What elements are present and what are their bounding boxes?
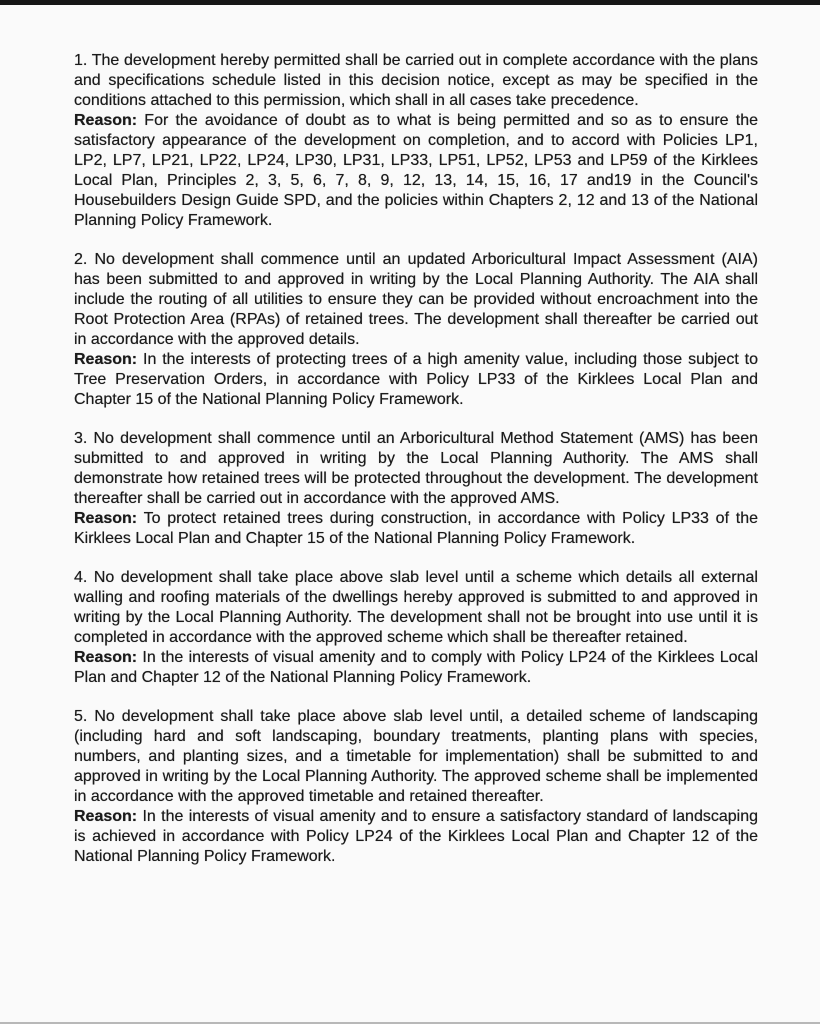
condition-4-block xyxy=(74,568,758,688)
condition-4-text xyxy=(74,568,758,648)
scan-edge-top xyxy=(0,0,820,5)
condition-5-body: No development shall take place above slab level until, a detailed scheme of landscaping (including hard and soft landscaping, boundary treatments, planting plans with species, numbers, and planting sizes, and a timetable for implementation) shall be submitted to and approved in writing by the Local Planning Authority. The approved scheme shall be implemented in accordance with the approved timetable and retained thereafter. xyxy=(74,708,758,805)
condition-5-text xyxy=(74,707,758,807)
condition-3-reason xyxy=(74,509,758,549)
condition-1-text xyxy=(74,51,758,111)
condition-5-block xyxy=(74,707,758,867)
condition-4-reason xyxy=(74,648,758,688)
condition-2-text xyxy=(74,250,758,350)
condition-1-body: The development hereby permitted shall be carried out in complete accordance with the plans and specifications schedule listed in this decision notice, except as may be specified in the conditions attached to this permission, which shall in all cases take precedence. xyxy=(74,52,759,109)
reason-label: Reason: xyxy=(74,808,138,825)
condition-3-text xyxy=(74,429,758,509)
reason-body: In the interests of visual amenity and to comply with Policy LP24 of the Kirklees Local Plan and Chapter 12 of the National Planning Policy Framework. xyxy=(74,649,759,686)
condition-1-number: 1. xyxy=(74,52,88,69)
reason-body: In the interests of visual amenity and to ensure a satisfactory standard of landscaping is achieved in accordance with Policy LP24 of the Kirklees Local Plan and Chapter 12 of the National Planning Policy Framework. xyxy=(74,808,758,865)
condition-3-body: No development shall commence until an Arboricultural Method Statement (AMS) has been submitted to and approved in writing by the Local Planning Authority. The AMS shall demonstrate how retained trees will be protected throughout the development. The development thereafter shall be carried out in accordance with the approved AMS. xyxy=(74,430,758,507)
reason-body: For the avoidance of doubt as to what is being permitted and so as to ensure the satisfactory appearance of the development on completion, and to accord with Policies LP1, LP2, LP7, LP21, LP22, LP24, LP30, LP31, LP33, LP51, LP52, LP53 and LP59 of the Kirklees Local Plan, Principles 2, 3, 5, 6, 7, 8, 9, 12, 13, 14, 15, 16, 17 and19 in the Council's Housebuilders Design Guide SPD, and the policies within Chapters 2, 12 and 13 of the National Planning Policy Framework. xyxy=(74,112,758,229)
condition-2-number: 2. xyxy=(74,251,88,268)
conditions-text-block xyxy=(74,51,758,886)
reason-label: Reason: xyxy=(74,351,138,368)
condition-5-reason xyxy=(74,807,758,867)
condition-1-block xyxy=(74,51,758,231)
condition-3-number: 3. xyxy=(74,430,88,447)
reason-label: Reason: xyxy=(74,510,138,527)
reason-label: Reason: xyxy=(74,649,138,666)
reason-label: Reason: xyxy=(74,112,138,129)
condition-2-reason xyxy=(74,350,758,410)
condition-2-body: No development shall commence until an updated Arboricultural Impact Assessment (AIA) has been submitted to and approved in writing by the Local Planning Authority. The AIA shall include the routing of all utilities to ensure they can be provided without encroachment into the Root Protection Area (RPAs) of retained trees. The development shall thereafter be carried out in accordance with the approved details. xyxy=(74,251,758,348)
condition-2-block xyxy=(74,250,758,410)
reason-body: To protect retained trees during construction, in accordance with Policy LP33 of the Kirklees Local Plan and Chapter 15 of the National Planning Policy Framework. xyxy=(74,510,759,547)
condition-1-reason xyxy=(74,111,758,231)
condition-4-body: No development shall take place above slab level until a scheme which details all external walling and roofing materials of the dwellings hereby approved is submitted to and approved in writing by the Local Planning Authority. The development shall not be brought into use until it is completed in accordance with the approved scheme which shall be thereafter retained. xyxy=(74,569,758,646)
condition-4-number: 4. xyxy=(74,569,88,586)
condition-3-block xyxy=(74,429,758,549)
reason-body: In the interests of protecting trees of a high amenity value, including those subject to Tree Preservation Orders, in accordance with Policy LP33 of the Kirklees Local Plan and Chapter 15 of the National Planning Policy Framework. xyxy=(74,351,758,408)
condition-5-number: 5. xyxy=(74,708,88,725)
